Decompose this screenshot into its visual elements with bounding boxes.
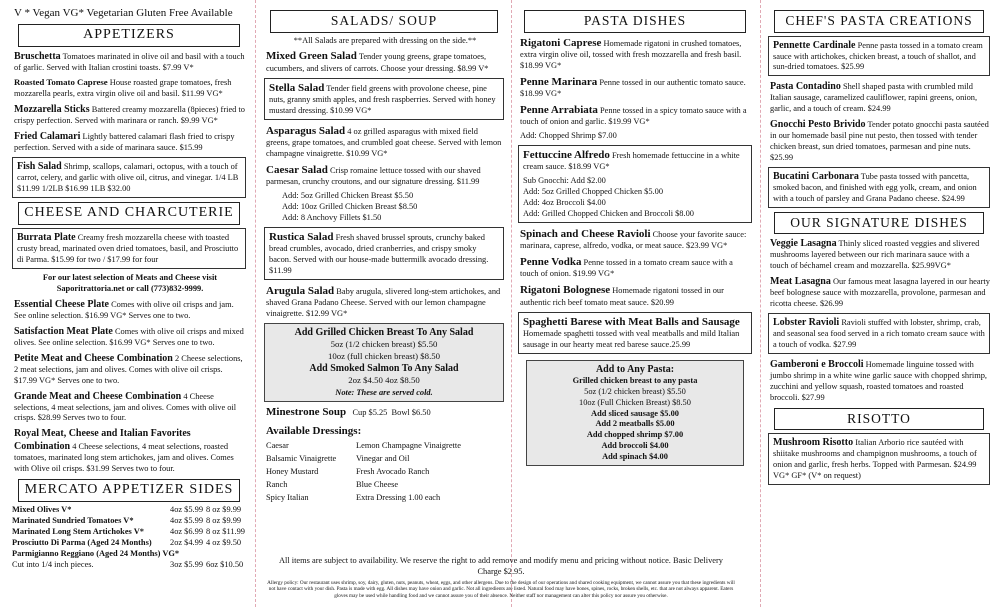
menu-item — [14, 390, 246, 425]
menu-item — [770, 237, 990, 272]
menu-item — [266, 284, 504, 320]
addon-line: Add spinach $4.00 — [602, 452, 668, 462]
item-desc: Lightly battered calamari flash fried to crispy perfection. Served with a side of marinara sauce. $15.99 — [14, 132, 235, 153]
addon-line: Add 2 meatballs $5.00 — [595, 419, 675, 429]
salad-addon-box — [264, 323, 504, 402]
menu-item — [14, 103, 246, 127]
side-price-b: 4 oz $9.50 — [206, 538, 242, 548]
side-row — [12, 505, 246, 516]
menu-item — [14, 50, 246, 74]
dressings-title: Available Dressings: — [266, 424, 362, 437]
menu-item — [520, 103, 752, 128]
dressing: Caesar — [266, 440, 289, 450]
chef-header: CHEF'S PASTA CREATIONS — [774, 10, 984, 33]
addon-line: Add broccoli $4.00 — [601, 441, 669, 451]
item-desc: Shrimp, scallops, calamari, octopus, with a touch of carrot, celery, and garlic with olive oil, citrus, and vinegar. 1/4 LB $11.99 1/2LB $16.99 1LB $32.00 — [17, 162, 239, 194]
item-name: Bruschetta — [14, 51, 61, 63]
item-name: Grande Meat and Cheese Combination — [14, 390, 182, 402]
side-price-a: 4oz $5.99 — [170, 516, 204, 526]
soup-cup: Cup $5.25 — [352, 408, 388, 418]
item-name: Pennette Cardinale — [773, 39, 856, 51]
side-row — [12, 560, 246, 571]
risotto-header: RISOTTO — [774, 408, 984, 431]
item-desc: Penne tossed in a spicy tomato sauce with a touch of onion and garlic. $19.99 VG* — [520, 105, 747, 127]
cheese-header: CHEESE AND CHARCUTERIE — [18, 202, 240, 225]
addon-line: Add: Chopped Shrimp $7.00 — [520, 131, 617, 141]
menu-item — [770, 118, 990, 164]
stella-box — [264, 78, 504, 120]
item-desc: Penne pasta tossed in a tomato cream sauce with artichokes, chicken breast, a touch of shallot, and sun-dried tomatoes. $25.99 — [773, 40, 983, 72]
pasta-header: PASTA DISHES — [524, 10, 746, 33]
item-name: Rustica Salad — [269, 230, 334, 243]
item-name: Spaghetti Barese with Meat Balls and Sausage — [523, 315, 740, 328]
item-desc: Thinly sliced roasted veggies and slivered mushrooms layered between our rich marinara sauce with a touch of béchamel cream and mozzarella. $25.99VG* — [770, 239, 980, 271]
addon-subtitle: Grilled chicken breast to any pasta — [572, 375, 698, 385]
addon-note: Note: These are served cold. — [335, 388, 433, 398]
item-name: Bucatini Carbonara — [773, 171, 859, 182]
menu-item — [770, 358, 990, 404]
item-name: Veggie Lasagna — [770, 238, 837, 250]
addon-line: Add: 5oz Grilled Chopped Chicken $5.00 — [523, 187, 664, 197]
menu-item — [14, 325, 246, 349]
sides-list — [12, 505, 246, 571]
column-3 — [518, 6, 752, 607]
item-name: Fettuccine Alfredo — [523, 149, 610, 162]
alfredo-box — [518, 145, 752, 223]
dressing: Spicy Italian — [266, 492, 309, 502]
dressing: Ranch — [266, 479, 288, 489]
addon-line: 2oz $4.50 4oz $8.50 — [348, 375, 420, 385]
side-price-b: 6oz $10.50 — [206, 559, 244, 569]
dressing: Fresh Avocado Ranch — [356, 466, 430, 476]
item-name: Mixed Green Salad — [266, 50, 357, 63]
addon-title: Add Grilled Chicken Breast To Any Salad — [294, 327, 474, 339]
menu-item — [14, 352, 246, 387]
item-desc: 4 Cheese selections, 4 meat selections, roasted tomatoes, marinated long stem artichokes, jam and olives. Comes with Olive oil crisps. $31.99 Serves two to four. — [14, 442, 234, 474]
menu-item — [266, 163, 504, 188]
item-desc: 2 Cheese selections, 2 meat selections, jam and olives. Comes with olive oil crisps. $17.99 VG* Serves one to two. — [14, 353, 243, 385]
item-name: Roasted Tomato Caprese — [14, 77, 108, 88]
column-divider — [511, 0, 512, 607]
item-name: Rigatoni Bolognese — [520, 284, 611, 297]
item-desc: 4 Cheese selections, 4 meat selections, jam and olives. Comes with olive oil crisps. $28.99 Serves two to four. — [14, 391, 237, 423]
menu-item — [266, 49, 504, 74]
side-name: Prosciutto Di Parma (Aged 24 Months) — [12, 538, 152, 548]
dressings-list — [266, 441, 504, 504]
item-desc: Penne tossed in a tomato cream sauce with a touch of onion. $19.99 VG* — [520, 258, 733, 279]
menu-item — [770, 275, 990, 310]
addon-line: Add sliced sausage $5.00 — [591, 408, 679, 418]
availability-note: All items are subject to availability. We reserve the right to add remove and modify menu and pricing without notice. Basic Delivery Charge $2.95. — [278, 556, 723, 576]
barese-box — [518, 312, 752, 354]
item-desc: Creamy fresh mozzarella cheese with toasted crusty bread, marinated oven dried tomatoes, basil, and Prosciutto di Parma. $15.99 for two / $17.99 for four — [17, 233, 239, 265]
dressing: Lemon Champagne Vinaigrette — [356, 440, 461, 450]
addon-line: Add: 5oz Grilled Chicken Breast $5.50 — [282, 191, 414, 201]
menu-item — [520, 227, 752, 252]
item-desc: Homemade linguine tossed with jumbo shrimp in a white wine garlic sauce with chopped shrimp, zucchini and yellow squash, roasted tomatoes and roasted broccoli. $27.99 — [770, 359, 988, 402]
side-name: Parmigianno Reggiano (Aged 24 Months) VG* — [12, 549, 180, 559]
side-name: Mixed Olives V* — [12, 505, 72, 515]
menu-item — [14, 427, 246, 475]
item-desc: Penne tossed in our authentic tomato sauce. $18.99 VG* — [520, 77, 746, 98]
side-note: Cut into 1/4 inch pieces. — [12, 559, 94, 569]
item-desc: Battered creamy mozzarella (8pieces) fried to crispy perfection. Served with marinara or ranch. $9.99 VG* — [14, 105, 245, 126]
salad-note: **All Salads are prepared with dressing on the side.** — [293, 35, 477, 45]
item-desc: Tender young greens, grape tomatoes, cucumbers, and slivers of carrots. Choose your dressing. $8.99 V* — [266, 52, 489, 73]
addon-line: 5oz (1/2 chicken breast) $5.50 — [584, 386, 686, 396]
menu-item — [520, 283, 752, 308]
item-name: Gamberoni e Broccoli — [770, 358, 864, 370]
allergy-policy: Allergy policy: Our restaurant uses shrimp, soy, dairy, gluten, nuts, peanuts, wheat, eggs, and other allergens. Due to the design of our operations and shared cooking equipment, we cannot assure you that these ingredients will not have contact with your dish. Pasta is made with egg. All dishes may have onion and garlic. Not all ingredients are listed. Natural food may have bones, spines, rocks, broken shells, etc. that are not always apparent. Eaters gloves may be used while handling food and we cannot assure you of their absence. Neither staff nor management can alter this policy nor assure you otherwise. — [267, 579, 735, 599]
item-desc: Fresh shaved brussel sprouts, crunchy baked bread crumbles, avocado, dried cranberries, and crispy smoky bacon. Served with our house-made buttermilk avocado dressing. $11.99 — [269, 232, 489, 276]
dressing: Extra Dressing 1.00 each — [356, 492, 441, 502]
sides-header: MERCATO APPETIZER SIDES — [18, 479, 240, 502]
side-row — [12, 516, 246, 527]
item-desc: Our famous meat lasagna layered in our hearty beef bolognese sauce with mozzarella, provolone, parmesan and ricotta cheese. $26.99 — [770, 277, 990, 309]
menu-item — [14, 130, 246, 154]
side-row — [12, 527, 246, 538]
selection-notice: For our latest selection of Meats and Cheese visit Saporitrattoria.net or call (773)832-9999. — [42, 272, 218, 293]
rustica-box — [264, 227, 504, 280]
item-name: Royal Meat, Cheese and Italian Favorites Combination — [14, 428, 191, 453]
item-desc: Crisp romaine lettuce tossed with our shaved parmesan, crunchy croutons, and our signature dressing. $11.99 — [266, 165, 481, 187]
menu-item — [266, 124, 504, 160]
lobster-box — [768, 313, 990, 354]
item-desc: Shell shaped pasta with crumbled mild Italian sausage, caramelized cauliflower, rapini greens, onion, garlic, and a touch of cream. $24.99 — [770, 82, 978, 114]
item-name: Asparagus Salad — [266, 124, 346, 137]
item-name: Spinach and Cheese Ravioli — [520, 227, 651, 240]
menu-item — [770, 80, 990, 115]
item-desc: Tender potato gnocchi pasta sautéed in our homemade basil pine nut pesto, then tossed with tender chicken breast, sun dried tomatoes, parmesan and pine nuts. $25.99 — [770, 120, 989, 163]
item-name: Arugula Salad — [266, 285, 335, 298]
item-name: Caesar Salad — [266, 163, 328, 176]
item-desc: Tomatoes marinated in olive oil and basil with a touch of garlic. Served with Italian crostini toasts. $7.99 V* — [14, 52, 245, 73]
side-row — [12, 538, 246, 549]
footer — [266, 556, 736, 599]
item-name: Satisfaction Meat Plate — [14, 325, 113, 337]
item-name: Burrata Plate — [17, 232, 76, 244]
column-divider — [760, 0, 761, 607]
dressing: Vinegar and Oil — [356, 453, 410, 463]
item-desc: Fresh homemade fettuccine in a white cream sauce. $18.99 VG* — [523, 151, 740, 172]
menu-item — [14, 298, 246, 322]
dressing: Blue Cheese — [356, 479, 399, 489]
item-name: Stella Salad — [269, 81, 325, 94]
column-2 — [264, 6, 504, 607]
addon-title: Add Smoked Salmon To Any Salad — [309, 363, 459, 374]
item-name: Minestrone Soup — [266, 406, 347, 419]
side-price-a: 3oz $5.99 — [170, 559, 204, 569]
item-desc: Ravioli stuffed with lobster, shrimp, crab, and seasonal sea food served in a rich tomato cream sauce with a touch of vodka. $27.99 — [773, 318, 985, 349]
item-name: Fish Salad — [17, 161, 62, 173]
caesar-addons — [264, 191, 504, 224]
item-desc: Tube pasta tossed with pancetta, smoked bacon, and finished with egg yolk, cream, and onion with a touch of parsley and Grana Padano cheese. $24.99 — [773, 172, 977, 203]
addon-line: Sub Gnocchi: Add $2.00 — [523, 176, 606, 186]
side-price-b: 8 oz $9.99 — [206, 505, 242, 515]
salads-header: SALADS/ SOUP — [270, 10, 498, 33]
item-name: Essential Cheese Plate — [14, 298, 109, 310]
dressing: Honey Mustard — [266, 466, 319, 476]
signature-header: OUR SIGNATURE DISHES — [774, 212, 984, 235]
item-name: Pasta Contadino — [770, 81, 841, 93]
dressing: Balsamic Vinaigrette — [266, 453, 337, 463]
column-divider — [255, 0, 256, 607]
addon-line: Add: Grilled Chopped Chicken and Broccoli $8.00 — [523, 209, 694, 219]
item-name: Penne Vodka — [520, 256, 582, 269]
addon-line: 10oz (Full Chicken Breast) $8.50 — [579, 397, 691, 407]
item-desc: Italian Arborio rice sautéed with shiitake mushrooms and champignon mushrooms, a touch of onion and garlic, fresh herbs. Topped with Parmesan. $24.99 VG* GF* (V* on request) — [773, 438, 977, 481]
addon-line: Add: 4oz Broccoli $4.00 — [523, 198, 606, 208]
side-price-a: 4oz $5.99 — [170, 505, 204, 515]
item-name: Gnocchi Pesto Brivido — [770, 119, 866, 131]
pennette-box — [768, 36, 990, 77]
column-4 — [768, 6, 990, 607]
item-name: Penne Arrabiata — [520, 103, 598, 116]
item-name: Fried Calamari — [14, 131, 81, 143]
side-price-b: 8 oz $9.99 — [206, 516, 242, 526]
item-desc: 4 oz grilled asparagus with mixed field greens, grape tomatoes, and crumbled goat cheese. Served with lemon champagne vinaigrette. $10.99 VG* — [266, 126, 502, 159]
addon-line: 5oz (1/2 chicken breast) $5.50 — [330, 339, 438, 350]
fish-salad-box — [12, 157, 246, 198]
item-name: Penne Marinara — [520, 75, 598, 88]
item-desc: Baby arugula, slivered long-stem artichokes, and shaved Grana Padano Cheese. Served with our lemon champagne vinaigrette. $12.99 VG* — [266, 287, 501, 319]
addon-line: Add: 10oz Grilled Chicken Breast $8.50 — [282, 202, 418, 212]
side-price-a: 2oz $4.99 — [170, 538, 204, 548]
item-name: Rigatoni Caprese — [520, 36, 602, 49]
side-price-a: 4oz $6.99 — [170, 527, 204, 537]
side-name: Marinated Sundried Tomatoes V* — [12, 516, 134, 526]
menu-item — [520, 36, 752, 72]
pasta-addon-box — [526, 360, 744, 466]
menu-item — [14, 77, 246, 100]
burrata-box — [12, 228, 246, 269]
item-desc: Homemade rigatoni tossed in our authentic rich beef tomato meat sauce. $20.99 — [520, 286, 724, 307]
item-desc: Homemade rigatoni in crushed tomatoes, extra virgin olive oil, tossed with fresh mozzarella and fresh basil. $18.99 VG* — [520, 38, 742, 70]
item-name: Lobster Ravioli — [773, 317, 840, 329]
addon-line: 10oz (full chicken breast) $8.50 — [327, 350, 441, 361]
item-name: Mozzarella Sticks — [14, 104, 90, 116]
side-name: Marinated Long Stem Artichokes V* — [12, 527, 144, 537]
menu-item — [520, 255, 752, 280]
item-desc: House roasted grape tomatoes, fresh mozzarella pearls, extra virgin olive oil and basil. $11.99 VG* — [14, 78, 232, 99]
side-price-b: 8 oz $11.99 — [206, 527, 245, 537]
item-name: Meat Lasagna — [770, 276, 831, 288]
addon-title: Add to Any Pasta: — [595, 363, 675, 375]
addon-line: Add chopped shrimp $7.00 — [586, 430, 684, 440]
appetizers-header: APPETIZERS — [18, 24, 240, 47]
addon-line: Add: 8 Anchovy Fillets $1.50 — [282, 213, 382, 223]
diet-legend: V * Vegan VG* Vegetarian Gluten Free Available — [14, 7, 233, 19]
item-name: Petite Meat and Cheese Combination — [14, 352, 173, 364]
item-desc: Homemade spaghetti tossed with veal meatballs and mild Italian sausage in our hearty meat red barese sauce.25.99 — [523, 328, 740, 349]
soup-item — [266, 405, 504, 419]
item-desc: Comes with olive oil crisps and jam. See online selection. $16.99 VG* Serves one to two. — [14, 299, 234, 320]
item-desc: Tender field greens with provolone cheese, pine nuts, granny smith apples, and fresh raspberries. Served with honey mustard dressing. $10.99 VG* — [269, 83, 496, 115]
item-desc: Choose your favorite sauce: marinara, caprese, alfredo, vodka, or meat sauce. $23.99 VG* — [520, 229, 747, 251]
soup-bowl: Bowl $6.50 — [391, 408, 431, 418]
menu-item — [520, 75, 752, 100]
item-name: Mushroom Risotto — [773, 437, 854, 449]
bucatini-box — [768, 167, 990, 208]
risotto-box — [768, 433, 990, 485]
item-desc: Comes with olive oil crisps and mixed olives. See online selection. $16.99 VG* Serves one to two. — [14, 326, 244, 347]
column-1 — [12, 6, 246, 607]
